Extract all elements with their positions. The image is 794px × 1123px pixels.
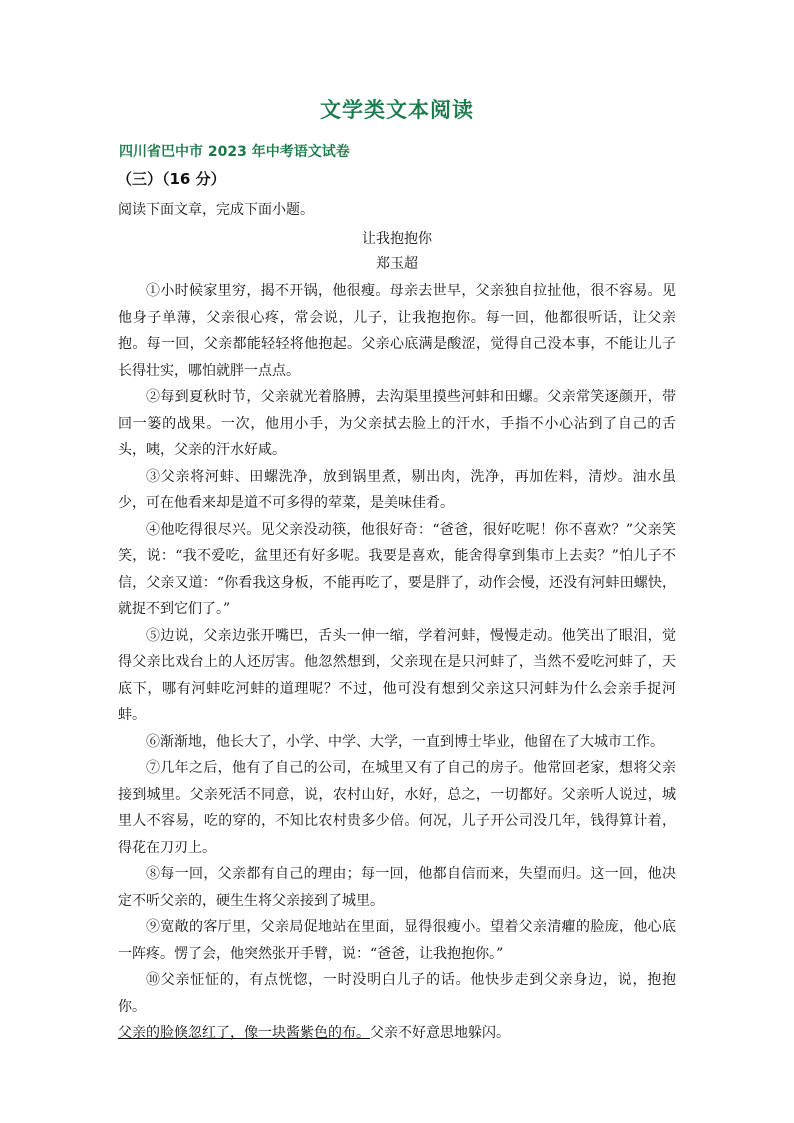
paragraph-10-tail: 父亲不好意思地躲闪。 [370,1025,510,1041]
article-body [118,278,676,1047]
paragraph-6: ⑥渐渐地，他长大了，小学、中学、大学，一直到博士毕业，他留在了大城市工作。 [146,733,664,750]
paragraph-1: ①小时候家里穷，揭不开锅，他很瘦。母亲去世早，父亲独自拉扯他，很不容易。见他身子单薄，父亲很心疼，常会说，儿子，让我抱抱你。每一回，他都很听话，让父亲抱。每一回，父亲都能轻轻将他抱起。父亲心底满是酸涩，觉得自己没本事，不能让儿子长得壮实，哪怕就胖一点点。 [118,283,676,379]
paragraph-4: ④他吃得很尽兴。见父亲没动筷，他很好奇：“爸爸，很好吃呢！你不喜欢？”父亲笑笑，说：“我不爱吃，盆里还有好多呢。我要是喜欢，能舍得拿到集市上去卖？”怕儿子不信，父亲又道：“你看我这身板，不能再吃了，要是胖了，动作会慢，还没有河蚌田螺快，就捉不到它们了。” [118,521,676,617]
paragraph-10-continuation [118,1020,676,1047]
article-title: 让我抱抱你 [362,231,432,247]
paragraph-10: ⑩父亲怔怔的，有点恍惚，一时没明白儿子的话。他快步走到父亲身边，说，抱抱你。 [118,972,676,1015]
section-heading: （三）（16 分） [117,170,226,188]
instruction-text: 阅读下面文章，完成下面小题。 [118,202,314,218]
paragraph-7: ⑦几年之后，他有了自己的公司，在城里又有了自己的房子。他常回老家，想将父亲接到城里。父亲死活不同意，说，农村山好，水好，总之，一切都好。父亲听人说过，城里人不容易，吃的穿的，不知比农村贵多少倍。何况，儿子开公司没几年，钱得算计着，得花在刀刃上。 [118,760,676,856]
paragraph-3: ③父亲将河蚌、田螺洗净，放到锅里煮，剔出肉，洗净，再加佐料，清炒。油水虽少，可在他看来却是道不可多得的荤菜，是美味佳肴。 [118,468,676,511]
paragraph-9: ⑨宽敞的客厅里，父亲局促地站在里面，显得很瘦小。望着父亲清癯的脸庞，他心底一阵疼。愣了会，他突然张开手臂，说：“爸爸，让我抱抱你。” [118,919,676,962]
article-author: 郑玉超 [376,256,418,272]
paragraph-2: ②每到夏秋时节，父亲就光着胳膊，去沟渠里摸些河蚌和田螺。父亲常笑逐颜开，带回一篓的战果。一次，他用小手，为父亲拭去脸上的汗水，手指不小心沾到了自己的舌头，咦，父亲的汗水好咸。 [118,389,676,458]
exam-source: 四川省巴中市 2023 年中考语文试卷 [119,144,350,160]
document-title: 文学类文本阅读 [320,98,474,122]
paragraph-8: ⑧每一回，父亲都有自己的理由；每一回，他都自信而来，失望而归。这一回，他决定不听父亲的，硬生生将父亲接到了城里。 [118,866,676,909]
underlined-sentence: 父亲的脸倏忽红了，像一块酱紫色的布。 [118,1025,370,1041]
paragraph-5: ⑤边说，父亲边张开嘴巴，舌头一伸一缩，学着河蚌，慢慢走动。他笑出了眼泪，觉得父亲比戏台上的人还厉害。他忽然想到，父亲现在是只河蚌了，当然不爱吃河蚌了，天底下，哪有河蚌吃河蚌的道理呢？不过，他可没有想到父亲这只河蚌为什么会亲手捉河蚌。 [118,627,676,723]
